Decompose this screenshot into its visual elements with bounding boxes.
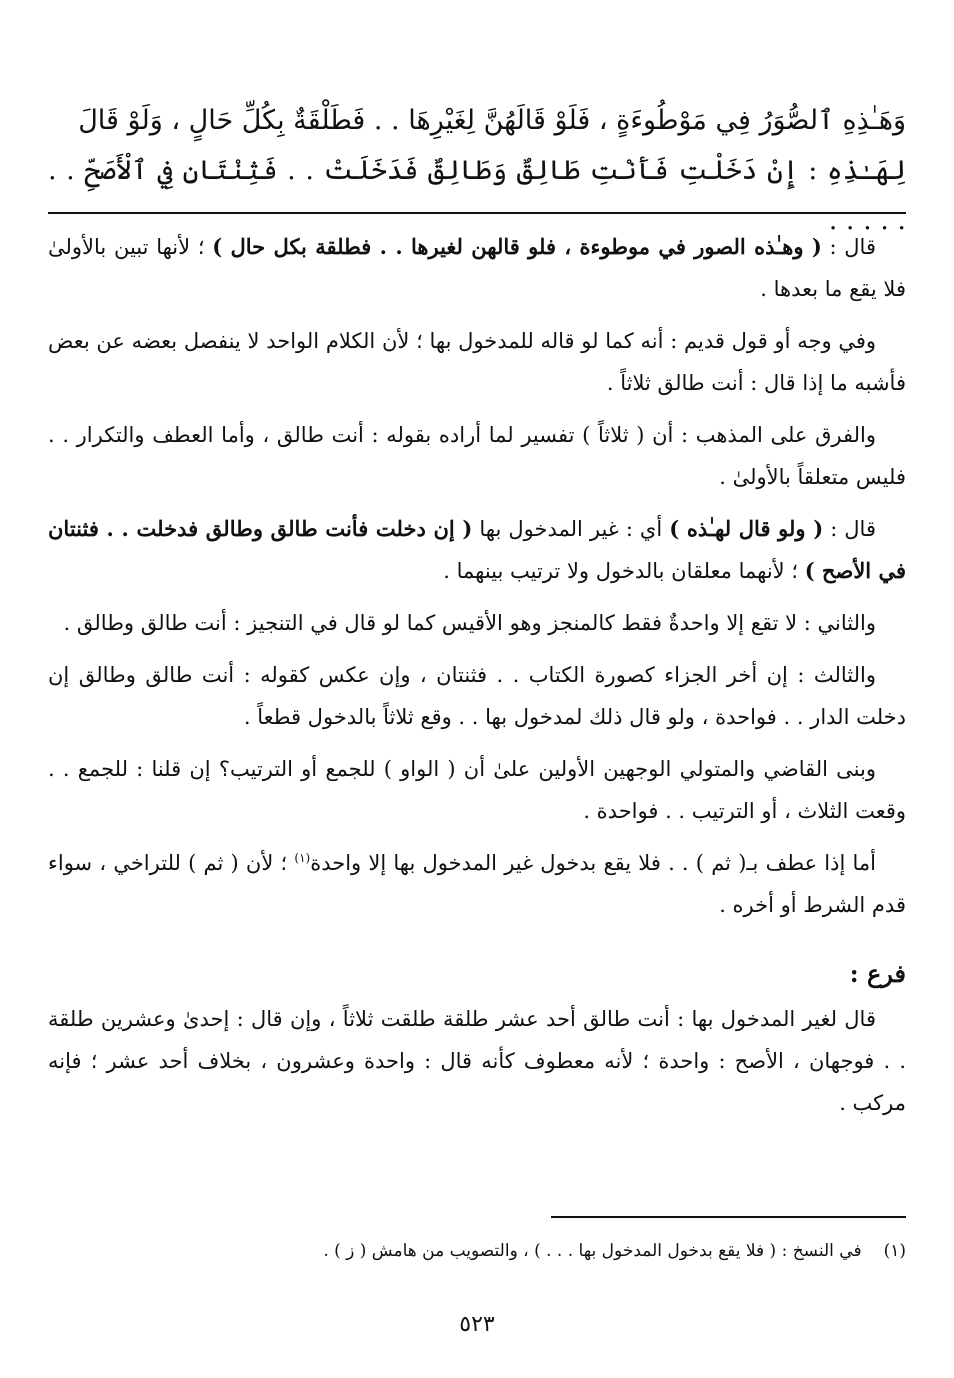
main-text (48, 96, 906, 236)
commentary-paragraph-8 (48, 842, 906, 926)
main-text-line-2: لِهَـٰذِهِ : إِنْ دَخَلْتِ فَأَنْتِ طَالِقٌ وَطَالِقٌ فَدَخَلَتْ . . فَثِنْتَانِ فِي ٱلْأَصَحِّ . . . . . . . (48, 155, 906, 236)
page-number: ٥٢٣ (459, 1312, 495, 1337)
separator-rule (48, 212, 906, 214)
quoted-main-text: ( ولو قال لهـٰذه ) (669, 516, 824, 541)
commentary (48, 226, 906, 1124)
commentary-paragraph-5: والثاني : لا تقع إلا واحدةٌ فقط كالمنجز وهو الأقيس كما لو قال في التنجيز : أنت طالق وطالق . (63, 611, 876, 635)
quoted-main-text: ( وهـٰذه الصور في موطوءة ، فلو قالهن لغيرها . . فطلقة بكل حال ) (212, 234, 822, 259)
commentary-paragraph-9: قال لغير المدخول بها : أنت طالق أحد عشر طلقة طلقت ثلاثاً ، وإن قال : إحدىٰ وعشرين طلقة . . فوجهان ، الأصح : واحدة ؛ لأنه معطوف كأنه قال : واحدة وعشرون ، بخلاف أحد عشر ؛ فإنه مركب . (48, 1007, 906, 1115)
commentary-paragraph-4 (48, 508, 906, 592)
commentary-paragraph-7: وبنى القاضي والمتولي الوجهين الأولين علىٰ أن ( الواو ) للجمع أو الترتيب؟ إن قلنا : للجمع . . وقعت الثلاث ، أو الترتيب . . فواحدة . (48, 757, 906, 823)
text-run: ؛ لأن ( ثم ) للتراخي ، سواء قدم الشرط أو أخره . (48, 851, 906, 917)
text-run: أي : غير المدخول بها (472, 517, 670, 541)
section-heading: فرع : (849, 959, 906, 988)
footnote-number: (١) (883, 1241, 906, 1261)
footnote-text: في النسخ : ( فلا يقع بدخول المدخول بها . . . ) ، والتصويب من هامش ( ز ) . (323, 1241, 862, 1261)
commentary-paragraph-2: وفي وجه أو قول قديم : أنه كما لو قاله للمدخول بها ؛ لأن الكلام الواحد لا ينفصل بعضه عن بعض فأشبه ما إذا قال : أنت طالق ثلاثاً . (48, 329, 906, 395)
text-run: قال : (823, 517, 876, 541)
main-text-line-1: وَهَـٰذِهِ ٱلصُّوَرُ فِي مَوْطُوءَةٍ ، فَلَوْ قَالَهُنَّ لِغَيْرِهَا . . فَطَلْقَةٌ بِكُلِّ حَالٍ ، وَلَوْ قَالَ (78, 105, 906, 136)
footnote (48, 1236, 906, 1266)
commentary-paragraph-6: والثالث : إن أخر الجزاء كصورة الكتاب . . فثنتان ، وإن عكس كقوله : أنت طالق وطالق إن دخلت الدار . . فواحدة ، ولو قال ذلك لمدخول بها . . وقع ثلاثاً بالدخول قطعاً . (48, 663, 906, 729)
footnote-marker: (١) (294, 851, 311, 865)
commentary-paragraph-1 (48, 226, 906, 310)
text-run: قال : (821, 235, 876, 259)
commentary-paragraph-3: والفرق على المذهب : أن ( ثلاثاً ) تفسير لما أراده بقوله : أنت طالق ، وأما العطف والتكرار . . فليس متعلقاً بالأولىٰ . (48, 423, 906, 489)
text-run: ؛ لأنهما معلقان بالدخول ولا ترتيب بينهما . (443, 559, 805, 583)
text-run: ؛ لأنها تبين بالأولىٰ فلا يقع ما بعدها . (48, 235, 906, 301)
footnote-separator (551, 1216, 906, 1218)
text-run: أما إذا عطف بـ( ثم ) . . فلا يقع بدخول غير المدخول بها إلا واحدة (310, 851, 876, 875)
quoted-main-text: ( إن دخلت فأنت طالق وطالق فدخلت . . فثنتان في الأصح ) (48, 516, 906, 583)
